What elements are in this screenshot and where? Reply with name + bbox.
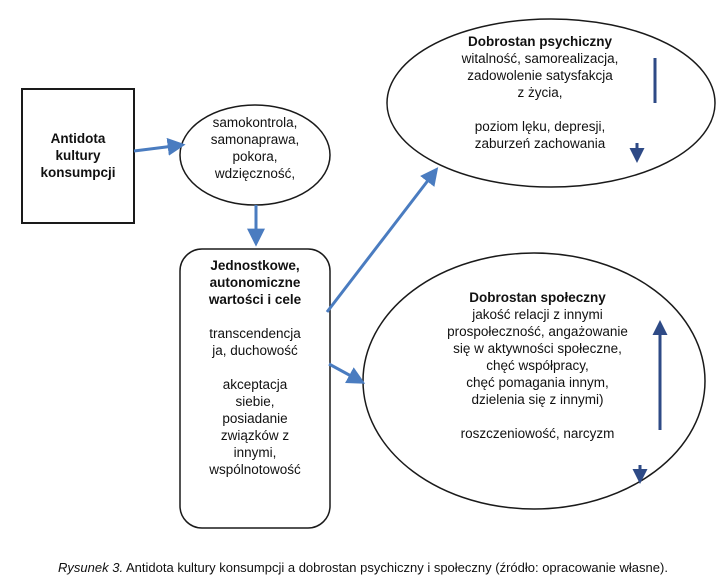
social-down-line: roszczeniowość, narcyzm xyxy=(460,426,615,441)
self-line: samokontrola, xyxy=(212,115,298,130)
social-text xyxy=(425,289,650,442)
values-group2-line: innymi, xyxy=(233,445,277,460)
social-title: Dobrostan społeczny xyxy=(469,290,606,305)
values-group1-line: transcendencja xyxy=(209,326,301,341)
arrow-antidote-to-self xyxy=(134,145,182,151)
social-up-line: się w aktywności społeczne, xyxy=(453,341,622,356)
figure-label: Rysunek 3. xyxy=(58,560,124,575)
values-group2-line: akceptacja xyxy=(222,377,288,392)
social-up-line: jakość relacji z innymi xyxy=(472,307,603,322)
values-group2-line: związków z xyxy=(220,428,290,443)
self-line: samonaprawa, xyxy=(210,132,300,147)
values-title-line: Jednostkowe, xyxy=(210,258,300,273)
antidote-label xyxy=(22,130,134,181)
social-up-line: chęć pomagania innym, xyxy=(466,375,609,390)
values-text xyxy=(180,257,330,478)
psych-up-line: witalność, samorealizacja, xyxy=(461,51,619,66)
self-qualities-text xyxy=(180,114,330,182)
figure-caption xyxy=(0,560,726,575)
social-up-line: chęć współpracy, xyxy=(486,358,589,373)
values-title-line: autonomiczne xyxy=(209,275,301,290)
antidote-line: Antidota xyxy=(50,131,106,146)
social-up-line: prospołeczność, angażowanie xyxy=(447,324,628,339)
self-line: wdzięczność, xyxy=(214,166,296,181)
psych-down-line: zaburzeń zachowania xyxy=(474,136,606,151)
values-group1-line: ja, duchowość xyxy=(212,343,298,358)
values-group2-line: siebie, xyxy=(235,394,275,409)
antidote-line: kultury xyxy=(55,148,101,163)
psych-up-line: z życia, xyxy=(517,85,563,100)
figure-caption-text: Antidota kultury konsumpcji a dobrostan psychiczny i społeczny (źródło: opracowanie własne). xyxy=(126,560,668,575)
values-group2-line: wspólnotowość xyxy=(209,462,301,477)
values-group2-line: posiadanie xyxy=(222,411,288,426)
social-up-line: dzielenia się z innymi) xyxy=(471,392,604,407)
psych-up-line: zadowolenie satysfakcja xyxy=(467,68,613,83)
psych-down-line: poziom lęku, depresji, xyxy=(474,119,606,134)
antidote-line: konsumpcji xyxy=(40,165,116,180)
values-title-line: wartości i cele xyxy=(208,292,302,307)
self-line: pokora, xyxy=(232,149,278,164)
psych-title: Dobrostan psychiczny xyxy=(467,34,613,49)
arrow-values-to-social xyxy=(329,364,362,382)
psych-text xyxy=(440,33,640,152)
